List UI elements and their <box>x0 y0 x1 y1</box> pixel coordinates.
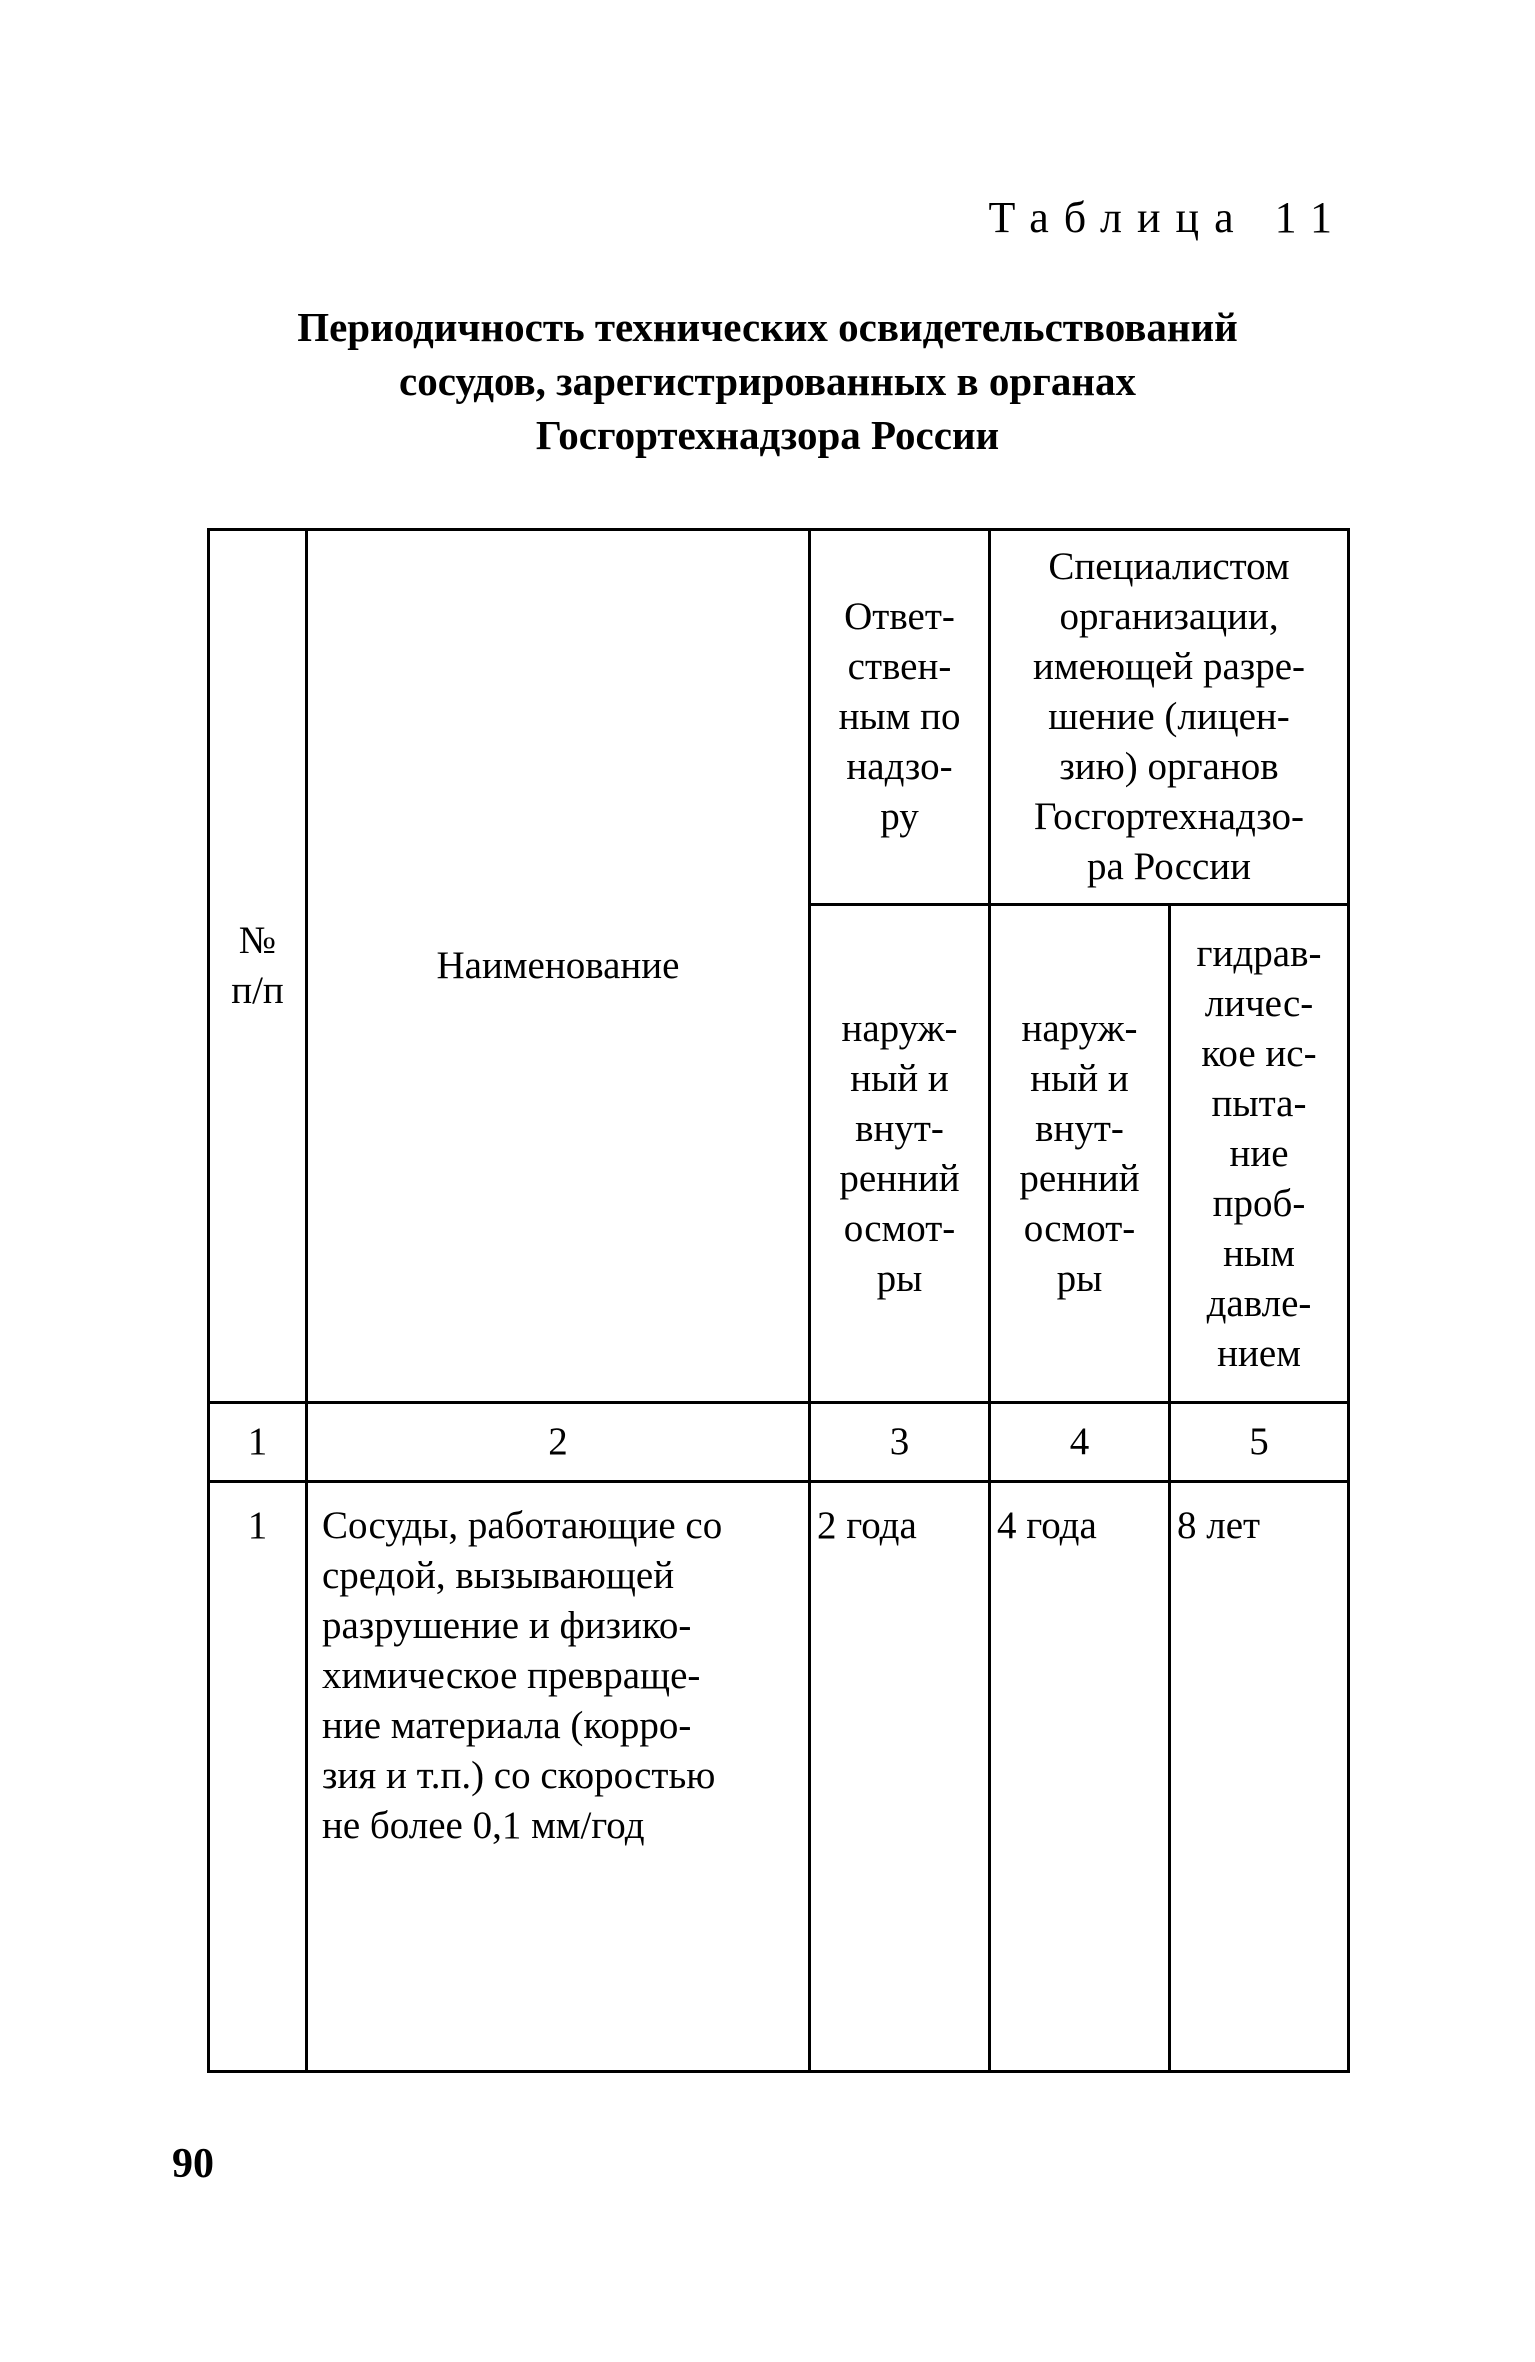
title-line: Госгортехнадзора России <box>535 412 1000 458</box>
column-number: 5 <box>1170 1403 1349 1482</box>
row-number: 1 <box>209 1482 307 2072</box>
row-col3-value: 2 года <box>810 1482 990 2072</box>
header-name: Наименование <box>307 530 810 1403</box>
row-col5-value: 8 лет <box>1170 1482 1349 2072</box>
header-col5: гидрав- личес- кое ис- пыта- ние проб- ным давле- нием <box>1170 905 1349 1403</box>
row-name: Сосуды, работающие со средой, вызывающей разрушение и физико- химическое превраще- ние материала (корро- зия и т.п.) со скоростью не более 0,1 мм/год <box>307 1482 810 2072</box>
header-specialist: Специалистом организации, имеющей разре- шение (лицен- зию) органов Госгортехнадзо- ра России <box>990 530 1349 905</box>
header-col3: наруж- ный и внут- ренний осмот- ры <box>810 905 990 1403</box>
title-line: Периодичность технических освидетельствований <box>297 304 1238 350</box>
page-number: 90 <box>172 2141 214 2187</box>
column-number: 3 <box>810 1403 990 1482</box>
header-num: № п/п <box>209 530 307 1403</box>
column-number: 2 <box>307 1403 810 1482</box>
header-responsible: Ответ- ствен- ным по надзо- ру <box>810 530 990 905</box>
column-number-row <box>209 1403 1349 1482</box>
row-col4-value: 4 года <box>990 1482 1170 2072</box>
header-col4: наруж- ный и внут- ренний осмот- ры <box>990 905 1170 1403</box>
title-line: сосудов, зарегистрированных в органах <box>399 358 1136 404</box>
inspection-periodicity-table <box>207 528 1350 2073</box>
table-row <box>209 1482 1349 2072</box>
column-number: 4 <box>990 1403 1170 1482</box>
table-label: Таблица 11 <box>988 193 1347 242</box>
column-number: 1 <box>209 1403 307 1482</box>
table-title <box>0 300 1535 462</box>
header-row <box>209 530 1349 905</box>
